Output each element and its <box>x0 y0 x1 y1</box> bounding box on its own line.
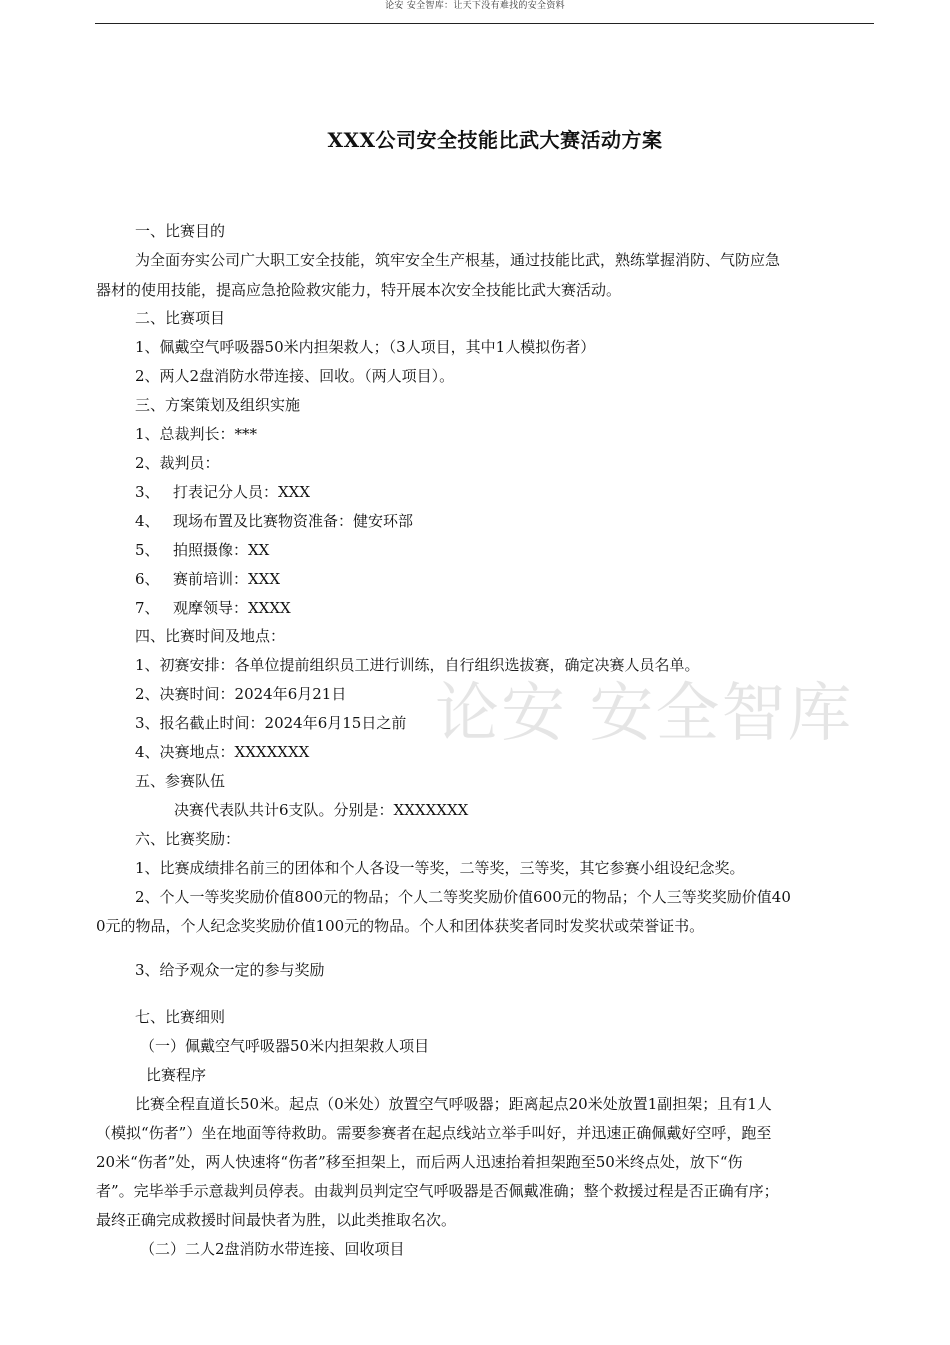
paragraph-line: 最终正确完成救援时间最快者为胜，以此类推取名次。 <box>96 1211 457 1229</box>
list-item: 1、总裁判长：*** <box>135 425 258 443</box>
list-item <box>135 536 915 565</box>
list-text: 拍照摄像：XX <box>173 541 270 559</box>
list-item: 1、比赛成绩排名前三的团体和个人各设一等奖，二等奖，三等奖，其它参赛小组设纪念奖。 <box>135 859 745 877</box>
paragraph-line: 决赛代表队共计6支队。分别是：XXXXXXX <box>174 801 469 819</box>
section-heading-time-location: 四、比赛时间及地点： <box>135 627 286 645</box>
list-number: 3、 <box>135 483 160 501</box>
paragraph-line: 0元的物品，个人纪念奖奖励价值100元的物品。个人和团体获奖者同时发奖状或荣誉证书。 <box>96 917 705 935</box>
subsection-heading: （二）二人2盘消防水带连接、回收项目 <box>140 1240 405 1258</box>
paragraph-line: 器材的使用技能，提高应急抢险救灾能力，特开展本次安全技能比武大赛活动。 <box>96 281 622 299</box>
paragraph-line: （模拟“伤者”）坐在地面等待救助。需要参赛者在起点线站立举手叫好，并迅速正确佩戴好空呼，跑至 <box>96 1124 772 1142</box>
paragraph-line: 者”。完毕举手示意裁判员停表。由裁判员判定空气呼吸器是否佩戴准确；整个救援过程是否正确有序； <box>96 1182 779 1200</box>
list-item: 2、两人2盘消防水带连接、回收。（两人项目）。 <box>135 367 455 385</box>
list-item: 2、裁判员： <box>135 454 220 472</box>
document-title: XXX公司安全技能比武大赛活动方案 <box>327 128 663 152</box>
list-item <box>135 507 915 536</box>
paragraph-line: 为全面夯实公司广大职工安全技能，筑牢安全生产根基，通过技能比武，熟练掌握消防、气防应急 <box>135 251 781 269</box>
paragraph-line: 20米“伤者”处，两人快速将“伤者”移至担架上，而后两人迅速抬着担架跑至50米终点处，放下“伤 <box>96 1153 743 1171</box>
list-item: 4、决赛地点：XXXXXXX <box>135 743 310 761</box>
list-number: 5、 <box>135 541 160 559</box>
section-heading-events: 二、比赛项目 <box>135 309 226 327</box>
subsection-label: 比赛程序 <box>146 1066 207 1084</box>
list-item <box>135 478 915 507</box>
subsection-heading: （一）佩戴空气呼吸器50米内担架救人项目 <box>140 1037 430 1055</box>
list-item: 1、初赛安排：各单位提前组织员工进行训练，自行组织选拔赛，确定决赛人员名单。 <box>135 656 700 674</box>
list-text: 赛前培训：XXX <box>173 570 281 588</box>
list-item: 3、报名截止时间：2024年6月15日之前 <box>135 714 407 732</box>
list-item: 3、给予观众一定的参与奖励 <box>135 961 325 979</box>
list-number: 6、 <box>135 570 160 588</box>
list-item: 1、佩戴空气呼吸器50米内担架救人；（3人项目，其中1人模拟伤者） <box>135 338 596 356</box>
section-heading-organization: 三、方案策划及组织实施 <box>135 396 301 414</box>
list-item <box>135 594 915 623</box>
paragraph-line: 比赛全程直道长50米。起点（0米处）放置空气呼吸器；距离起点20米处放置1副担架；且有1人 <box>135 1095 772 1113</box>
section-heading-purpose: 一、比赛目的 <box>135 222 226 240</box>
list-item: 2、决赛时间：2024年6月21日 <box>135 685 347 703</box>
list-number: 4、 <box>135 512 160 530</box>
page-header-text: 论安 安全智库：让天下没有难找的安全资料 <box>385 1 565 11</box>
watermark: 论安 安全智库 <box>435 677 854 751</box>
list-item <box>135 565 915 594</box>
section-heading-rules: 七、比赛细则 <box>135 1008 226 1026</box>
list-text: 打表记分人员：XXX <box>173 483 311 501</box>
list-item: 2、个人一等奖奖励价值800元的物品；个人二等奖奖励价值600元的物品；个人三等奖奖励价值40 <box>135 888 791 906</box>
section-heading-teams: 五、参赛队伍 <box>135 772 226 790</box>
list-number: 7、 <box>135 599 160 617</box>
section-heading-awards: 六、比赛奖励： <box>135 830 241 848</box>
list-text: 观摩领导：XXXX <box>173 599 291 617</box>
list-text: 现场布置及比赛物资准备：健安环部 <box>173 512 414 530</box>
header-divider <box>95 23 874 24</box>
